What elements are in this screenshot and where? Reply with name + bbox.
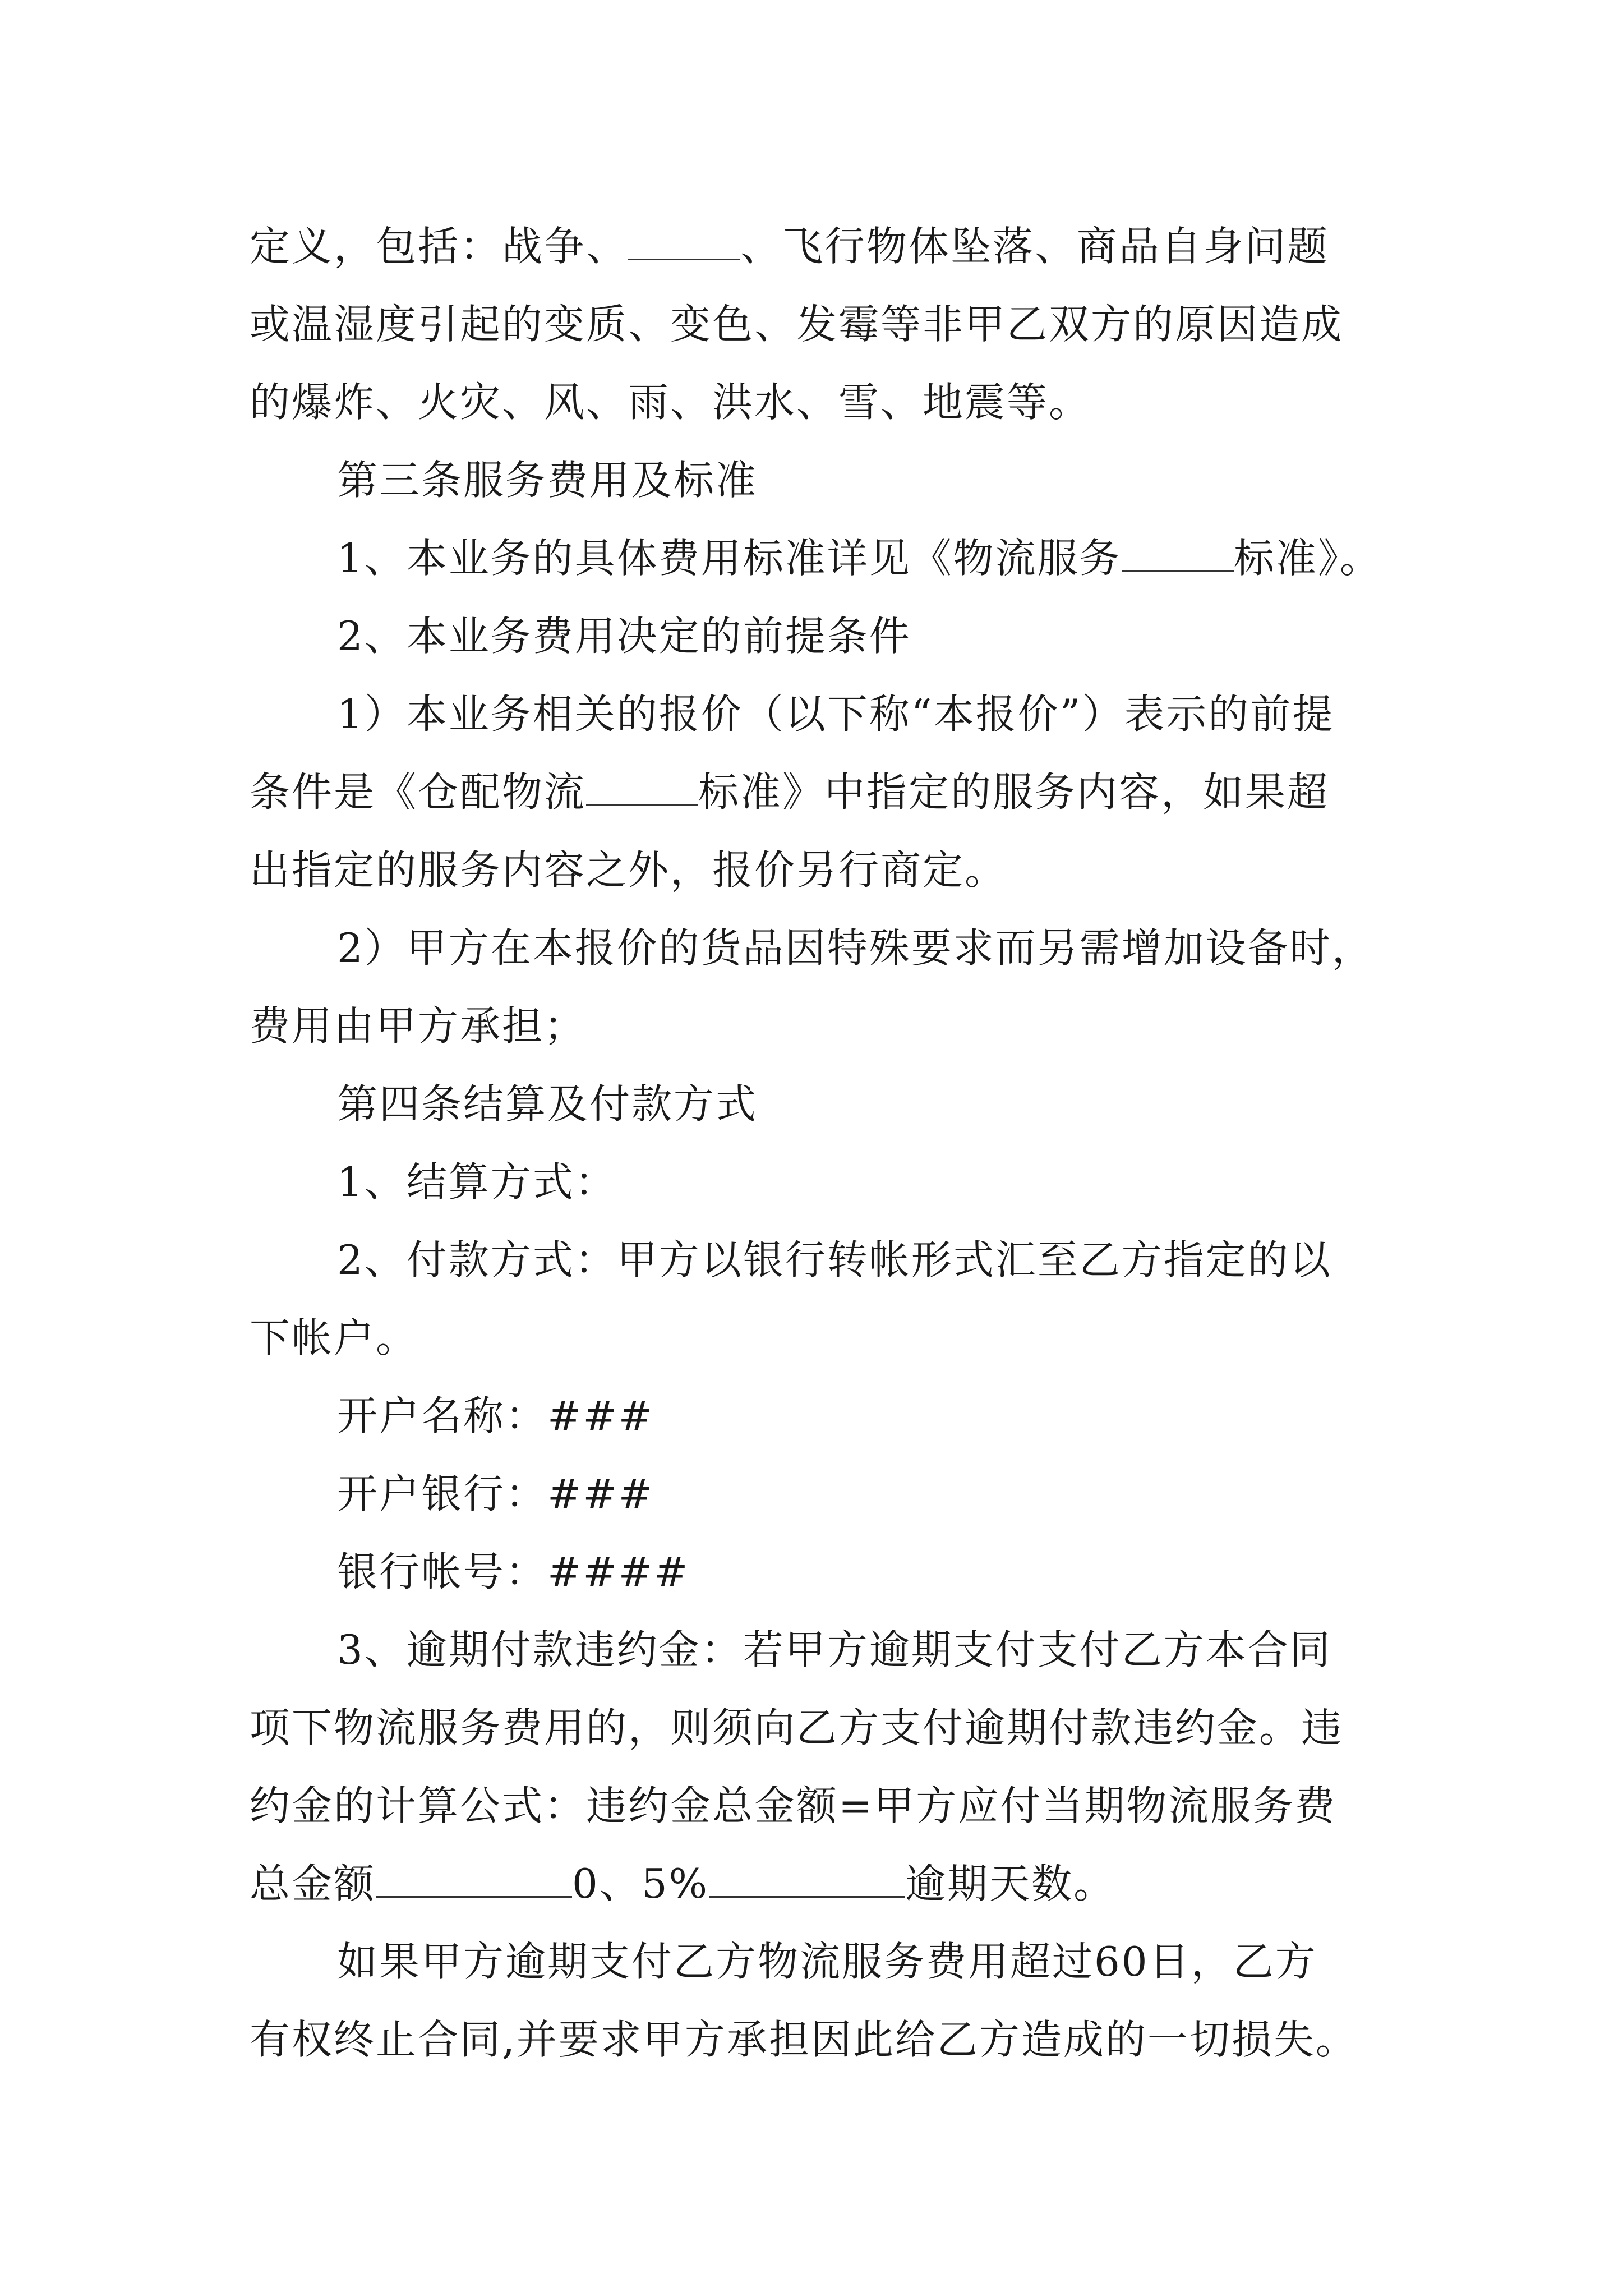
text-line: 2、付款方式：甲方以银行转帐形式汇至乙方指定的以 [337,1236,1332,1283]
text-line: 有权终止合同,并要求甲方承担因此给乙方造成的一切损失。 [250,2016,1358,2063]
text-line: 如果甲方逾期支付乙方物流服务费用超过60日，乙方 [337,1938,1317,1985]
section-heading: 第四条结算及付款方式 [337,1080,758,1128]
text-line: 1）本业务相关的报价（以下称“本报价”）表示的前提 [337,691,1335,738]
text-line: 2）甲方在本报价的货品因特殊要求而另需增加设备时， [337,924,1374,972]
text-line: 约金的计算公式：违约金总金额=甲方应付当期物流服务费 [250,1782,1337,1829]
fill-in-blank [628,222,740,260]
text-line: 下帐户。 [250,1314,418,1361]
fill-in-blank [376,1859,572,1898]
section-heading: 第三条服务费用及标准 [337,457,758,504]
fill-in-blank [1122,533,1234,572]
text-line: 项下物流服务费用的，则须向乙方支付逾期付款违约金。违 [250,1704,1344,1751]
text-line: 3、逾期付款违约金：若甲方逾期支付支付乙方本合同 [337,1626,1332,1673]
fill-in-blank [709,1859,905,1898]
text-line: 1、结算方式： [337,1158,617,1205]
text-line: 2、本业务费用决定的前提条件 [337,613,911,660]
account-number-line: 银行帐号：#### [337,1548,690,1595]
document-page [250,208,1394,2079]
text-line: 定义，包括：战争、 、飞行物体坠落、商品自身问题 [250,223,1330,270]
text-line: 条件是《仓配物流 标准》中指定的服务内容，如果超 [250,769,1330,816]
fill-in-blank [586,767,698,806]
bank-name-line: 开户银行：### [337,1470,654,1517]
text-line: 费用由甲方承担； [250,1002,587,1050]
text-line: 1、本业务的具体费用标准详见《物流服务 标准》。 [337,535,1382,582]
text-line: 的爆炸、火灾、风、雨、洪水、雪、地震等。 [250,379,1091,426]
account-name-line: 开户名称：### [337,1392,654,1439]
text-line: 出指定的服务内容之外，报价另行商定。 [250,846,1007,894]
formula-line: 总金额 0、5% 逾期天数。 [250,1860,1116,1907]
text-line: 或温湿度引起的变质、变色、发霉等非甲乙双方的原因造成 [250,301,1344,348]
